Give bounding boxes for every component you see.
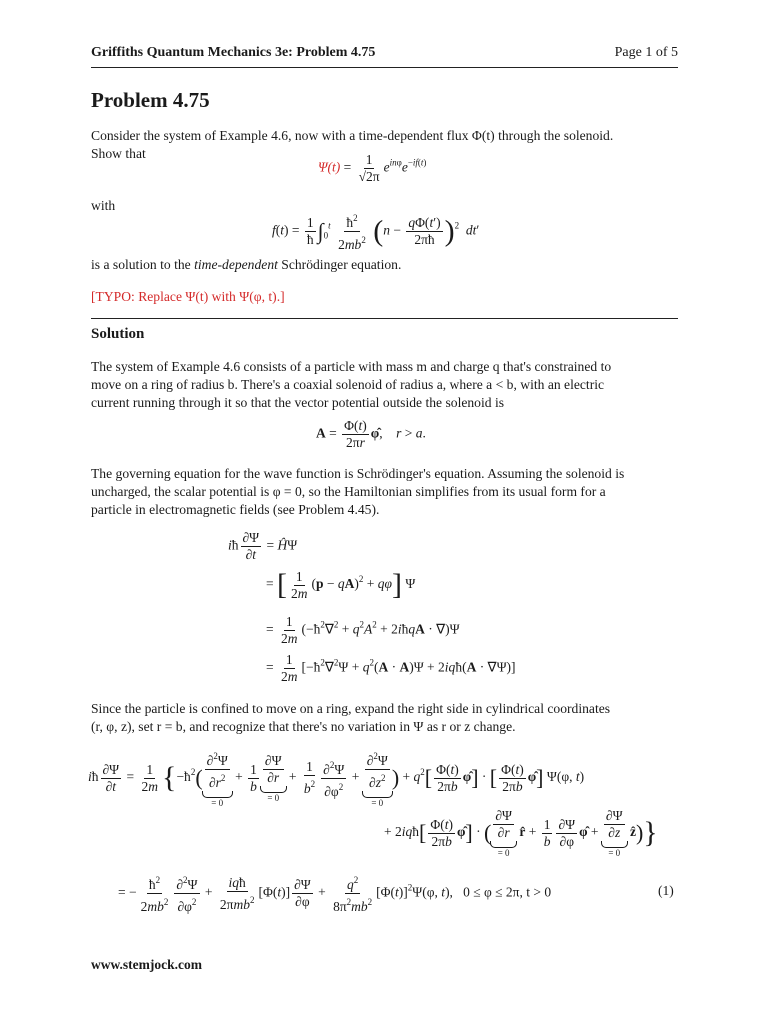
equation-vector-potential: A = $\frac{\Phi(t)}{2\pi r}$ φ̂, r > a.: [316, 418, 426, 450]
statement-post: Schrödinger equation.: [277, 257, 402, 272]
solution-p3-line-1: Since the particle is confined to move on a ring, expand the right side in cylindrical coordinates: [91, 701, 611, 716]
equation-schrodinger-2: = [ $\frac{1}{2m}$ (p − qA)$^2$ + qφ] Ψ: [266, 568, 416, 601]
zero-label: = 0: [267, 793, 280, 803]
solution-p1-line-3: current running through it so that the vector potential outside the solenoid is: [91, 395, 505, 410]
problem-intro-line-1: Consider the system of Example 4.6, now with a time-dependent flux Φ(t) through the solenoid.: [91, 128, 614, 143]
solution-p1-line-1: The system of Example 4.6 consists of a particle with mass m and charge q that's constrained to: [91, 359, 612, 374]
equation-number: (1): [658, 883, 674, 898]
equation-schrodinger-4: = $\frac{1}{2m}$ [$-ħ^2\nabla^2\Psi + q^2(A \cdot A)\Psi$ + 2iqħ(A · ∇Ψ)]: [266, 652, 516, 684]
equation-f: f(t) = $\frac{1}{ħ}$ $\int_0^t$ $\frac{ħ^2}{2mb^2}$ (n − $\frac{q\Phi(t')}{2\pi ħ}$ )$^2$ dt′: [272, 210, 479, 253]
solution-p2-line-2: uncharged, the scalar potential is φ = 0, so the Hamiltonian simplifies from its usual form for a: [91, 484, 606, 499]
zero-label: = 0: [608, 848, 621, 858]
solution-p2-line-1: The governing equation for the wave function is Schrödinger's equation. Assuming the solenoid is: [91, 466, 625, 481]
footer-url[interactable]: www.stemjock.com: [91, 957, 202, 972]
solution-heading: Solution: [91, 326, 145, 342]
problem-heading: Problem 4.75: [91, 88, 210, 112]
with-text: with: [91, 198, 116, 213]
statement-emphasis: time-dependent: [194, 257, 278, 272]
solution-statement: [91, 255, 678, 274]
problem-intro-line-2: Show that: [91, 146, 146, 161]
equation-psi: Ψ(t) = $\frac{1}{√2\pi}$ $e^{in\varphi}e^{-if(t)}$: [318, 152, 427, 184]
header-rule: [91, 67, 678, 68]
equation-schrodinger-1: iħ $\frac{\partial\Psi}{\partial t}$ = ĤΨ: [228, 530, 298, 562]
statement-pre: is a solution to the: [91, 257, 195, 272]
zero-label: = 0: [497, 848, 510, 858]
equation-condition: 0 ≤ φ ≤ 2π, t > 0: [463, 884, 552, 900]
solution-p1-line-2: move on a ring of radius b. There's a coaxial solenoid of radius a, where a < b, with an electric: [91, 377, 605, 392]
equation-result: = − $\frac{ħ^2}{2mb^2}$ $\frac{\partial^2\Psi}{\partial\varphi^2}$ + $\frac{\text{iqħ}}{2\pi mb^2}$ [Φ(t)] $\frac{\partial\Psi}{\partial\varphi}$ + $\frac{q^2}{8\pi^2mb^2}$ $[\Phi(t)]^2\Psi(\varphi$, t), 0 ≤ φ ≤ 2π, t > 0: [118, 872, 551, 915]
header-title: Griffiths Quantum Mechanics 3e: Problem 4.75: [91, 45, 376, 60]
section-rule: [91, 318, 678, 319]
page-header: [91, 45, 678, 61]
solution-p3-line-2: (r, φ, z), set r = b, and recognize that there's no variation in Ψ as r or z change.: [91, 719, 516, 734]
equation-schrodinger-3: = $\frac{1}{2m}$ ($-ħ^2\nabla^2 + q^2A^2$ + 2iħqA · ∇)Ψ: [266, 614, 460, 646]
equation-expanded-1: iħ $\frac{\partial\Psi}{\partial t}$ = $\frac{1}{2m}$ {$-ħ^2$( $\frac{\partial^2\Psi}{\partial r^2}$ = 0 + $\frac{1}{b}$ $\frac{\partial\Psi}{\partial r}$ = 0 + $\frac{1}{b^2}$ $\frac{\partial^2\Psi}{\partial\varphi^2}$ + $\frac{\partial^2\Psi}{\partial z^2}$ = 0 ) + $q^2$[ $\frac{\Phi(t)}{2\pi b}$ φ̂] · [ $\frac{\Phi(t)}{2\pi b}$ φ̂] Ψ(φ, t): [88, 748, 584, 808]
solution-p2-line-3: particle in electromagnetic fields (see Problem 4.45).: [91, 502, 380, 517]
typo-note: [TYPO: Replace Ψ(t) with Ψ(φ, t).]: [91, 289, 285, 304]
header-page-number: Page 1 of 5: [614, 45, 678, 60]
equation-expanded-2: + 2iqħ[ $\frac{\Phi(t)}{2\pi b}$ φ̂] · ( $\frac{\partial\Psi}{\partial r}$ = 0 r̂ + $\frac{1}{b}$ $\frac{\partial\Psi}{\partial\varphi}$ φ̂ + $\frac{\partial\Psi}{\partial z}$ = 0 ẑ)}: [384, 808, 658, 858]
zero-label: = 0: [371, 798, 384, 808]
zero-label: = 0: [211, 798, 224, 808]
